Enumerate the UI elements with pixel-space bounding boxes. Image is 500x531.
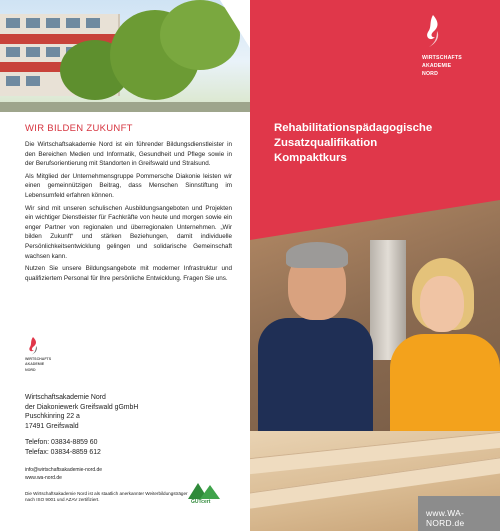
address-line: 17491 Greifswald <box>25 422 79 430</box>
workshop-photo <box>250 200 500 531</box>
course-title <box>274 121 489 166</box>
paragraph: Wir sind mit unseren schulischen Ausbildungsangeboten und Projekten ein wichtiger Dienstleister für Fachkräfte von heute und morgen sowie ein enger Partner von regionalen und überregionalen Unternehmen. „Wir bilden Zukunft“ und stärken Beziehungen, damit individuelle Persönlichkeitsentwicklung gelingen und solidarische Gemeinschaft wachsen kann. <box>25 204 232 260</box>
title-line: Rehabilitationspädagogische <box>274 122 433 134</box>
academy-logo <box>422 14 482 78</box>
logo-text-line: AKADEMIE <box>422 63 452 70</box>
website-url[interactable]: www.WA-NORD.de <box>426 508 465 528</box>
address-line: Wirtschaftsakademie Nord <box>25 394 106 401</box>
academy-logo-small <box>25 336 65 372</box>
contact-block <box>25 438 101 457</box>
logo-text-line: NORD <box>422 71 439 78</box>
logo-text-line: AKADEMIE <box>25 362 45 367</box>
paragraph: Als Mitglied der Unternehmensgruppe Pommersche Diakonie leisten wir einen gemeinnützigen Beitrag, dass Menschen Sinnstiftung im Lebensumfeld erfahren können. <box>25 172 232 199</box>
paragraph: Die Wirtschaftsakademie Nord ist ein führender Bildungsdienstleister in den Bereichen Medien und Informatik, Gesundheit und Pflege sowie in der Berufsorientierung mit Standorten in Greifswald und Stralsund. <box>25 141 232 168</box>
url-box <box>418 496 500 531</box>
logo-text-line: WIRTSCHAFTS <box>422 55 462 61</box>
title-line: Zusatzqualifikation <box>274 137 378 149</box>
building-photo <box>0 0 250 112</box>
paragraph: Nutzen Sie unsere Bildungsangebote mit moderner Infrastruktur und qualifiziertem Personal für Ihre persönliche Entwicklung. Fragen Sie uns. <box>25 265 232 282</box>
email-link[interactable]: info@wirtschaftsakademie-nord.de <box>25 467 103 473</box>
gutcert-logo <box>188 481 224 505</box>
intro-text <box>25 140 232 286</box>
logo-text-line: NORD <box>25 367 36 372</box>
address-block <box>25 393 138 431</box>
flame-logo-icon <box>25 336 41 356</box>
links-block <box>25 466 102 482</box>
phone: Telefon: 03834-8859 60 <box>25 439 98 446</box>
address-line: der Diakoniewerk Greifswald gGmbH <box>25 403 139 411</box>
certification-text: Die Wirtschaftsakademie Nord ist als staatlich anerkannter Weiterbildungsträger nach ISO 9001 und AZAV zertifiziert. <box>25 491 188 502</box>
flame-logo-icon <box>422 14 444 48</box>
section-heading: WIR BILDEN ZUKUNFT <box>25 123 133 134</box>
address-line: Puschkinring 22 a <box>25 413 80 421</box>
gutcert-mountain-icon <box>188 481 224 499</box>
right-panel <box>250 0 500 531</box>
title-line: Kompaktkurs <box>274 152 347 164</box>
logo-text-line: WIRTSCHAFTS <box>25 357 52 361</box>
web-link[interactable]: www.wa-nord.de <box>25 475 62 481</box>
fax: Telefax: 03834-8859 612 <box>25 448 101 456</box>
gutcert-text: GUTcert <box>191 499 211 505</box>
